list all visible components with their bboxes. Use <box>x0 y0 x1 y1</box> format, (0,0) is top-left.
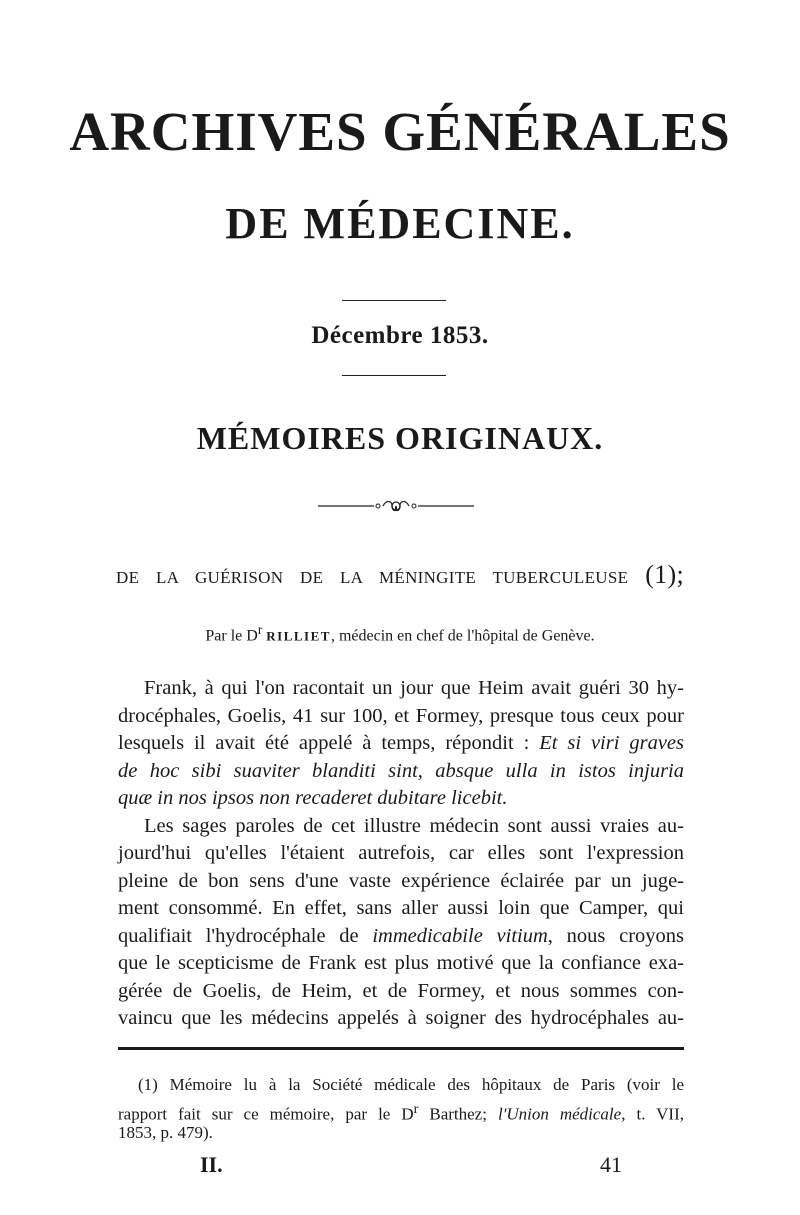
footnote-text: Barthez; <box>418 1104 498 1124</box>
article-title <box>116 560 684 593</box>
article-title-text: DE LA GUÉRISON DE LA MÉNINGITE TUBERCULEUSE <box>116 568 629 587</box>
body-line: gérée de Goelis, de Heim, et de Formey, et nous sommes con- <box>118 979 684 1002</box>
ornament-divider <box>318 499 474 513</box>
section-heading: MÉMOIRES ORIGINAUX. <box>196 420 604 456</box>
body-line-italic: Et si viri graves <box>539 732 684 754</box>
divider-rule-bottom <box>342 375 446 376</box>
body-line: Frank, à qui l'on racontait un jour que Heim avait guéri 30 hy- <box>144 677 684 699</box>
body-line: que le scepticisme de Frank est plus motivé que la confiance exa- <box>118 952 684 974</box>
body-line: pleine de bon sens d'une vaste expérience éclairée par un juge- <box>118 869 684 892</box>
body-line: Les sages paroles de cet illustre médecin sont aussi vraies au- <box>144 814 684 837</box>
byline-prefix: Par le D <box>205 627 258 645</box>
body-line: de hoc sibi suaviter blanditi sint, absque ulla in istos injuria <box>118 759 684 782</box>
byline-suffix: , médecin en chef de l'hôpital de Genève. <box>330 627 595 645</box>
footnote-text: rapport fait sur ce mémoire, par le D <box>118 1104 414 1124</box>
footnote-sup: r <box>413 1101 419 1117</box>
footnote-line <box>118 1097 684 1124</box>
body-line-roman: qualifiait l'hydrocéphale de <box>118 924 373 947</box>
body-line: ment consommé. En effet, sans aller aussi loin que Camper, qui <box>118 897 684 919</box>
footnote-line: 1853, p. 479). <box>118 1123 213 1142</box>
body-line: vaincu que les médecins appelés à soigner des hydrocéphales au- <box>118 1007 684 1029</box>
issue-date: Décembre 1853. <box>311 322 489 349</box>
journal-title-line2: DE MÉDECINE. <box>225 199 575 248</box>
footnote-text: , t. VII, <box>621 1104 684 1124</box>
body-line <box>118 923 684 951</box>
footnote-line: (1) Mémoire lu à la Société médicale des hôpitaux de Paris (voir le <box>138 1075 684 1094</box>
body-line-italic: immedicabile vitium <box>372 924 548 947</box>
body-line-roman: lesquels il avait été appelé à temps, répondit : <box>118 732 540 754</box>
body-line: drocéphales, Goelis, 41 sur 100, et Formey, presque tous ceux pour <box>118 704 684 727</box>
byline <box>0 618 800 648</box>
journal-title-line1: ARCHIVES GÉNÉRALES <box>69 101 731 162</box>
footnote-italic: l'Union médicale <box>497 1104 622 1124</box>
page-number: 41 <box>600 1152 622 1177</box>
article-title-note-ref: (1); <box>645 560 684 589</box>
byline-sup: r <box>257 622 263 637</box>
divider-rule-top <box>342 300 446 301</box>
footnote <box>118 1073 684 1145</box>
body-line <box>118 730 684 758</box>
byline-author: RILLIET <box>266 628 331 644</box>
body-line: quæ in nos ipsos non recaderet dubitare licebit. <box>118 787 508 809</box>
body-line-roman: , nous croyons <box>547 924 684 947</box>
footnote-rule <box>118 1047 684 1050</box>
article-body <box>118 675 684 1033</box>
signature-mark: II. <box>200 1152 223 1177</box>
body-line: jourd'hui qu'elles l'étaient autrefois, car elles sont l'expression <box>118 842 684 864</box>
